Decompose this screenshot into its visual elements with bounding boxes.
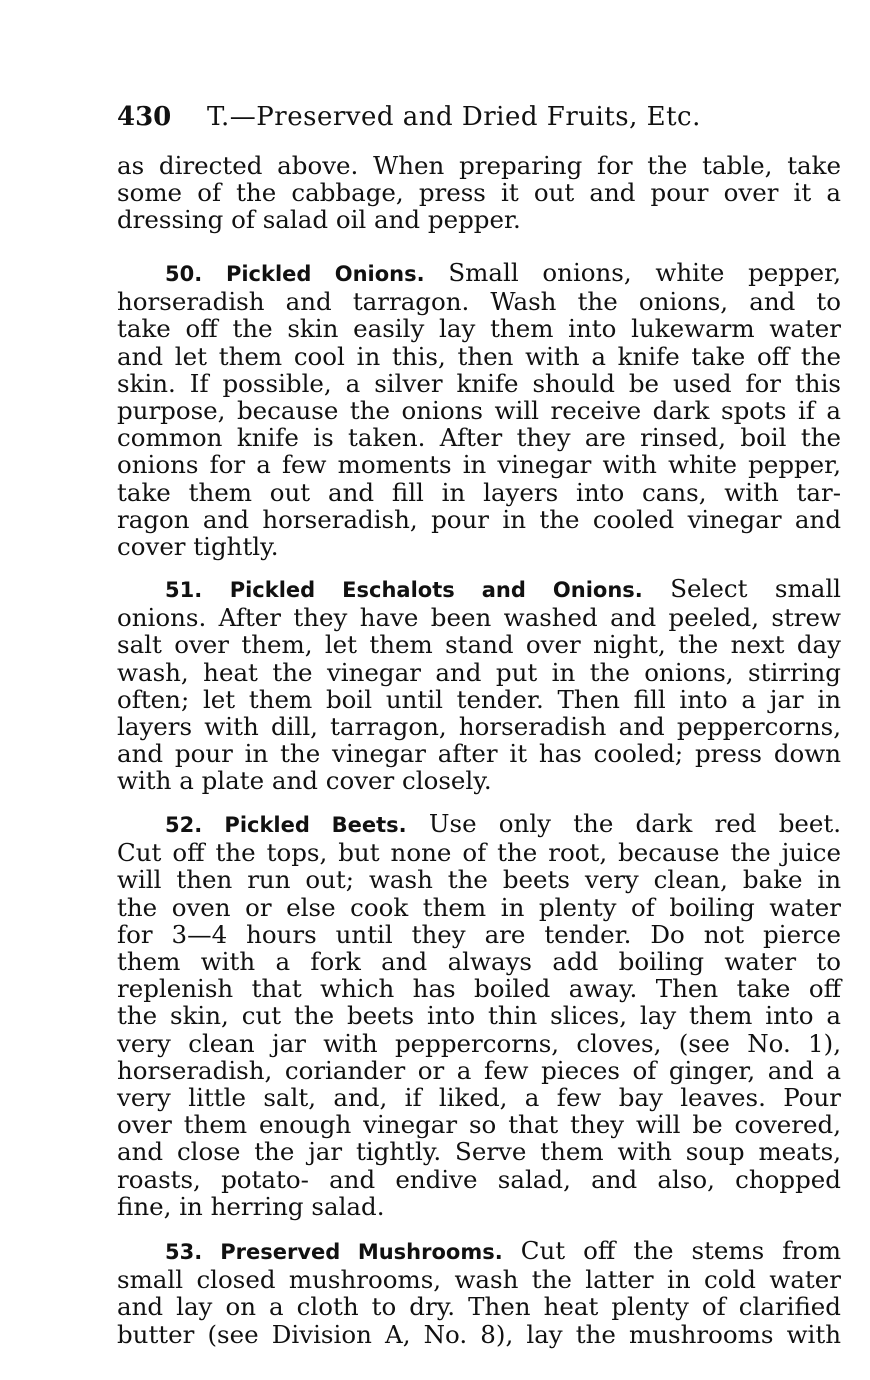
text-line: replenish that which has boiled away. Then take off <box>117 974 841 1004</box>
text-line <box>117 575 841 604</box>
page-number: 430 <box>117 102 172 132</box>
text-line: butter (see Division A, No. 8), lay the mushrooms with <box>117 1319 841 1349</box>
entry-title: Preserved Mushrooms. <box>220 1240 503 1264</box>
text-line: them with a fork and always add boiling water to <box>117 947 841 977</box>
text-line: and pour in the vinegar after it has cooled; press down <box>117 739 841 769</box>
text-line: Cut off the tops, but none of the root, because the juice <box>117 838 841 868</box>
entry-text: Use only the dark red beet. <box>428 809 842 838</box>
text-line: take them out and fill in layers into cans, with tar- <box>117 477 841 507</box>
entry-number: 50. <box>165 262 203 286</box>
entry-text: Cut off the stems from <box>520 1236 841 1265</box>
entry-50-paragraph <box>117 259 841 560</box>
text-line: for 3—4 hours until they are tender. Do not pierce <box>117 919 841 949</box>
text-line: very little salt, and, if liked, a few bay leaves. Pour <box>117 1083 841 1113</box>
page-header <box>117 100 837 134</box>
text-line: and close the jar tightly. Serve them with soup meats, <box>117 1137 841 1167</box>
entry-number: 51. <box>165 578 203 602</box>
text-line <box>117 1237 841 1266</box>
entry-title: Pickled Eschalots and Onions. <box>229 578 643 602</box>
text-line: often; let them boil until tender. Then fill into a jar in <box>117 684 841 714</box>
text-line: dressing of salad oil and pepper. <box>117 205 521 235</box>
text-line: as directed above. When preparing for the table, take <box>117 151 841 180</box>
entry-text: Select small <box>670 574 841 603</box>
text-line: horseradish and tarragon. Wash the onions, and to <box>117 287 841 317</box>
entry-53-paragraph <box>117 1237 841 1348</box>
text-line: some of the cabbage, press it out and pour over it a <box>117 178 841 208</box>
text-line: roasts, potato- and endive salad, and also, chopped <box>117 1164 841 1194</box>
entry-number: 53. <box>165 1240 203 1264</box>
text-line: the oven or else cook them in plenty of boiling water <box>117 892 841 922</box>
text-line: take off the skin easily lay them into lukewarm water <box>117 314 841 344</box>
text-line: purpose, because the onions will receive dark spots if a <box>117 396 841 426</box>
text-line: onions for a few moments in vinegar with white pepper, <box>117 450 841 480</box>
text-line: common knife is taken. After they are rinsed, boil the <box>117 423 841 453</box>
text-line: horseradish, coriander or a few pieces of ginger, and a <box>117 1055 841 1085</box>
text-line: and lay on a cloth to dry. Then heat plenty of clarified <box>117 1292 841 1322</box>
text-line: over them enough vinegar so that they will be covered, <box>117 1110 841 1140</box>
entry-text: Small onions, white pepper, <box>448 258 841 287</box>
text-line: ragon and horseradish, pour in the cooled vinegar and <box>117 504 841 534</box>
text-line <box>117 810 841 839</box>
text-line: cover tightly. <box>117 532 279 562</box>
text-line: and let them cool in this, then with a knife take off the <box>117 341 841 371</box>
text-line: salt over them, let them stand over night, the next day <box>117 630 841 660</box>
entry-52-paragraph <box>117 810 841 1220</box>
entry-title: Pickled Onions. <box>225 262 425 286</box>
text-line: wash, heat the vinegar and put in the onions, stirring <box>117 657 841 687</box>
text-line: small closed mushrooms, wash the latter in cold water <box>117 1265 841 1295</box>
text-line <box>117 259 841 288</box>
text-line: layers with dill, tarragon, horseradish and peppercorns, <box>117 712 841 742</box>
running-head: T.—Preserved and Dried Fruits, Etc. <box>207 102 701 132</box>
text-line: with a plate and cover closely. <box>117 766 492 796</box>
entry-number: 52. <box>165 813 203 837</box>
text-line: will then run out; wash the beets very clean, bake in <box>117 865 841 895</box>
text-line: skin. If possible, a silver knife should be used for this <box>117 368 841 398</box>
text-line: the skin, cut the beets into thin slices, lay them into a <box>117 1001 841 1031</box>
text-line: onions. After they have been washed and peeled, strew <box>117 603 841 633</box>
entry-51-paragraph <box>117 575 841 795</box>
text-line: very clean jar with peppercorns, cloves, (see No. 1), <box>117 1028 841 1058</box>
text-line: fine, in herring salad. <box>117 1191 385 1221</box>
entry-title: Pickled Beets. <box>224 813 407 837</box>
intro-paragraph <box>117 152 841 234</box>
